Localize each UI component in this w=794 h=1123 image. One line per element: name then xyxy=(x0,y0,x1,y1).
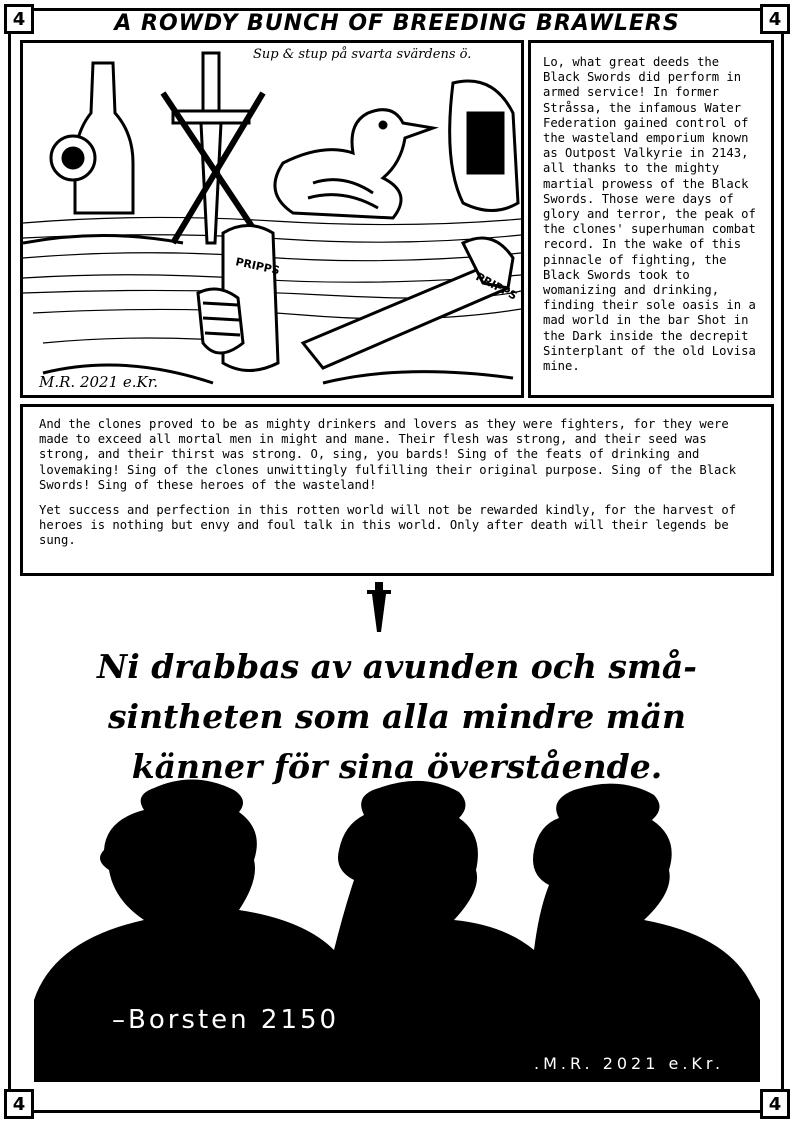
narrative-side-panel xyxy=(528,40,774,398)
ink-illustration xyxy=(23,43,521,395)
illustration-credit: M.R. 2021 e.Kr. xyxy=(39,373,159,391)
page-number-top-left: 4 xyxy=(4,4,34,34)
bottle-label-right: PRIPPS xyxy=(473,270,520,303)
illustration-panel xyxy=(20,40,524,398)
illustration-caption: Sup & stup på svarta svärdens ö. xyxy=(253,47,472,62)
quote-line-2: sintheten som alla mindre män xyxy=(107,697,687,736)
page-number-bottom-right: 4 xyxy=(760,1089,790,1119)
narrative-middle-panel xyxy=(20,404,774,576)
dagger-icon xyxy=(367,582,391,632)
quote-text xyxy=(34,642,760,792)
artist-credit: .M.R. 2021 e.Kr. xyxy=(534,1054,725,1073)
narrative-paragraph-2: Yet success and perfection in this rotten world will not be rewarded kindly, for the harvest of heroes is nothing but envy and foul talk in this world. Only after death will their legends be sung. xyxy=(39,503,737,548)
page-number-top-right: 4 xyxy=(760,4,790,34)
quote-line-3: känner för sina överstående. xyxy=(131,747,663,786)
bottle-label-left: PRIPPS xyxy=(234,255,281,278)
three-silhouettes xyxy=(34,779,760,1082)
quote-line-1: Ni drabbas av avunden och små- xyxy=(97,647,697,686)
quote-signature: –Borsten 2150 xyxy=(112,1005,340,1035)
page-title: A ROWDY BUNCH OF BREEDING BRAWLERS xyxy=(114,10,680,36)
quote-panel xyxy=(34,580,760,1082)
page-number-bottom-left: 4 xyxy=(4,1089,34,1119)
narrative-side-text: Lo, what great deeds the Black Swords did perform in armed service! In former Stråssa, the infamous Water Federation gained control of the wasteland emporium known as Outpost Valkyrie in 2143, all thanks to the mighty martial prowess of the Black Swords. Those were days of glory and terror, the peak of the clones' superhuman combat record. In the wake of this pinnacle of fighting, the Black Swords took to womanizing and drinking, finding their sole oasis in a mad world in the bar Shot in the Dark inside the decrepit Sinterplant of the old Lovisa mine. xyxy=(543,55,756,374)
narrative-paragraph-1: And the clones proved to be as mighty drinkers and lovers as they were fighters, for they were made to exceed all mortal men in might and mane. Their flesh was strong, and their seed was strong, and their thirst was strong. O, sing, you bards! Sing of the feats of drinking and lovemaking! Sing of the clones unwittingly fulfilling their original purpose. Sing of the Black Swords! Sing of these heroes of the wasteland! xyxy=(39,417,737,492)
